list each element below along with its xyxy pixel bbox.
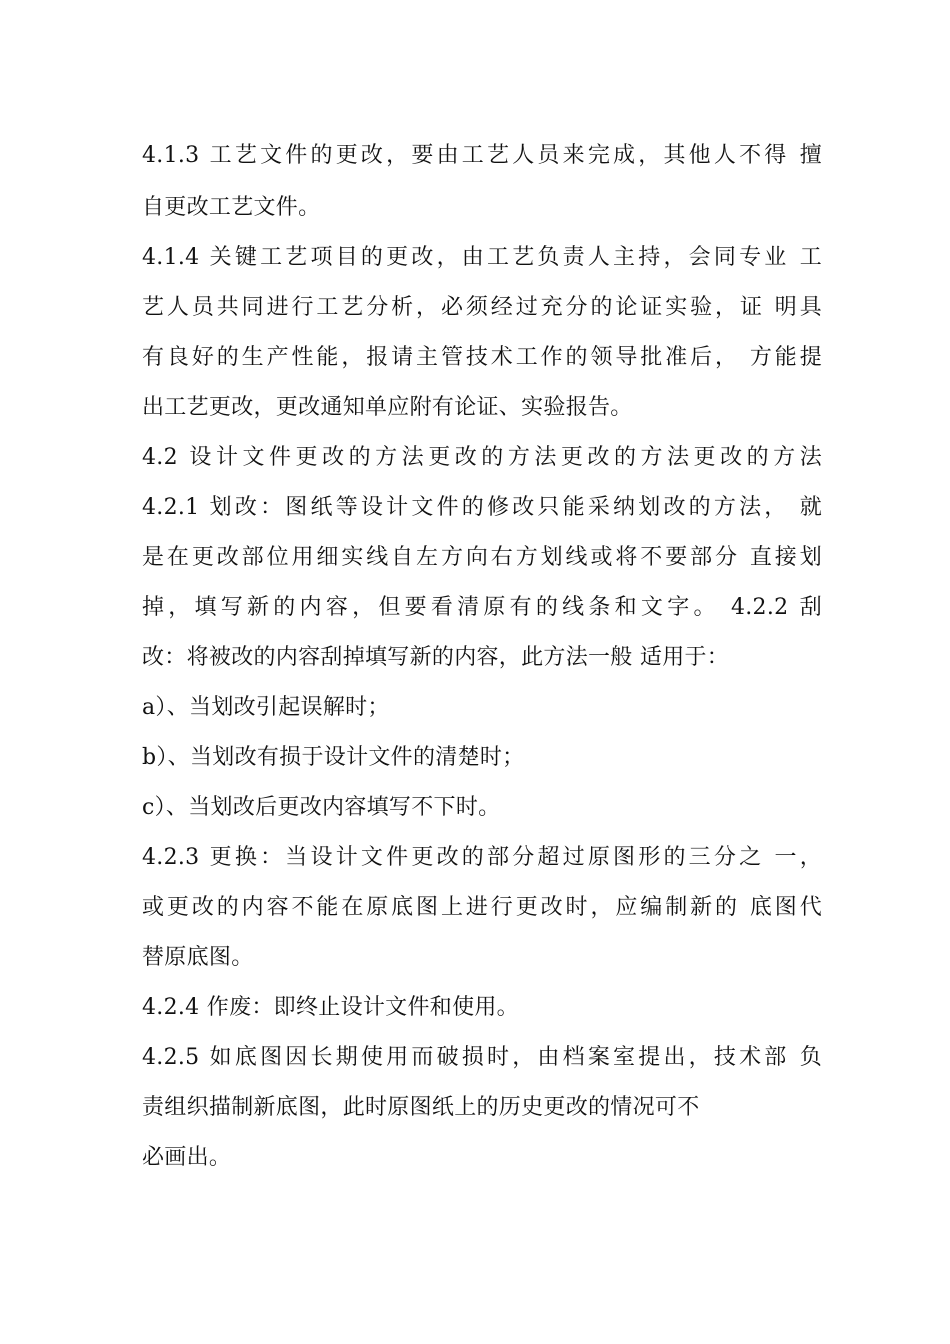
text-line-11: 改：将被改的内容刮掉填写新的内容，此方法一般 适用于： — [142, 645, 730, 670]
text-line-6: 出工艺更改，更改通知单应附有论证、实验报告。 — [142, 395, 633, 420]
text-line-8: 4.2.1 划改：图纸等设计文件的修改只能采纳划改的方法， 就 — [142, 495, 822, 520]
text-line-17: 替原底图。 — [142, 945, 254, 970]
text-line-5: 有良好的生产性能，报请主管技术工作的领导批准后， 方能提 — [142, 345, 822, 370]
text-line-21: 必画出。 — [142, 1145, 232, 1170]
text-line-16: 或更改的内容不能在原底图上进行更改时，应编制新的 底图代 — [142, 895, 822, 920]
text-line-9: 是在更改部位用细实线自左方向右方划线或将不要部分 直接划 — [142, 545, 822, 570]
text-line-15: 4.2.3 更换：当设计文件更改的部分超过原图形的三分之 一， — [142, 845, 822, 870]
text-line-18: 4.2.4 作废：即终止设计文件和使用。 — [142, 995, 519, 1020]
text-line-19: 4.2.5 如底图因长期使用而破损时，由档案室提出，技术部 负 — [142, 1045, 822, 1070]
text-line-7: 4.2 设计文件更改的方法更改的方法更改的方法更改的方法 — [142, 445, 822, 470]
text-line-4: 艺人员共同进行工艺分析，必须经过充分的论证实验，证 明具 — [142, 295, 822, 320]
list-item-a: a）、当划改引起误解时； — [142, 695, 390, 720]
list-item-c: c）、当划改后更改内容填写不下时。 — [142, 795, 501, 820]
text-line-2: 自更改工艺文件。 — [142, 195, 321, 220]
text-line-3: 4.1.4 关键工艺项目的更改，由工艺负责人主持，会同专业 工 — [142, 245, 822, 270]
text-line-1: 4.1.3 工艺文件的更改，要由工艺人员来完成，其他人不得 擅 — [142, 143, 822, 168]
text-line-10: 掉，填写新的内容，但要看清原有的线条和文字。 4.2.2 刮 — [142, 595, 822, 620]
text-line-20: 责组织描制新底图，此时原图纸上的历史更改的情况可不 — [142, 1095, 700, 1120]
list-item-b: b）、当划改有损于设计文件的清楚时； — [142, 745, 525, 770]
